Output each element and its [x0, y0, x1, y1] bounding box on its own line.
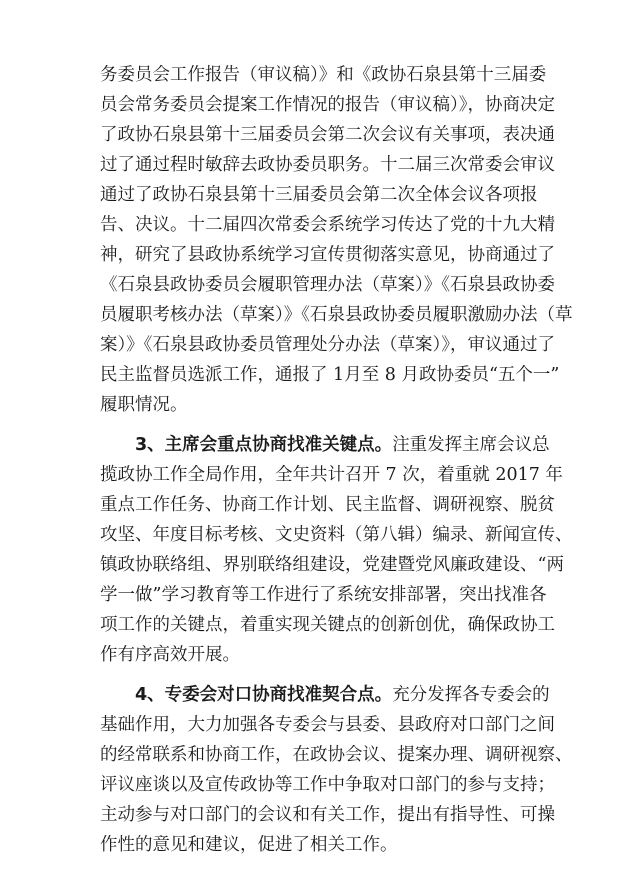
text-line: 告、决议。十二届四次常委会系统学习传达了党的十九大精 — [100, 215, 555, 235]
paragraph-1 — [100, 60, 573, 420]
text-line: 了政协石泉县第十三届委员会第二次会议有关事项，表决通 — [100, 125, 555, 145]
text-line: 重点工作任务、协商工作计划、民主监督、调研视察、脱贫 — [100, 495, 555, 515]
text-line: 民主监督员选派工作，通报了 1月至 8 月政协委员“五个一” — [100, 365, 560, 385]
text-line: 案）》《石泉县政协委员管理处分办法（草案）》，审议通过了 — [100, 335, 555, 355]
paragraph-first-line — [100, 430, 550, 460]
paragraph-3 — [100, 680, 573, 860]
text-line: 项工作的关键点，着重实现关键点的创新创优，确保政协工 — [100, 615, 555, 635]
paragraph-2 — [100, 430, 573, 670]
heading-line-text: 注重发挥主席会议总 — [392, 435, 550, 455]
heading-line-text: 充分发挥各专委会的 — [392, 685, 550, 705]
document-body — [100, 60, 573, 860]
text-line: 神，研究了县政协系统学习宣传贯彻落实意见，协商通过了 — [100, 245, 555, 265]
text-line: 学一做”学习教育等工作进行了系统安排部署，突出找准各 — [100, 585, 547, 605]
section-heading: 4、专委会对口协商找准契合点。 — [135, 685, 393, 705]
text-line: 履职情况。 — [100, 395, 188, 415]
section-heading: 3、主席会重点协商找准关键点。 — [135, 435, 393, 455]
text-line: 攻坚、年度目标考核、文史资料（第八辑）编录、新闻宣传、 — [100, 525, 573, 545]
text-line: 主动参与对口部门的会议和有关工作，提出有指导性、可操 — [100, 805, 555, 825]
text-line: 作性的意见和建议，促进了相关工作。 — [100, 835, 398, 855]
text-line: 基础作用，大力加强各专委会与县委、县政府对口部门之间 — [100, 715, 555, 735]
text-line: 员会常务委员会提案工作情况的报告（审议稿）》，协商决定 — [100, 95, 555, 115]
text-line: 评议座谈以及宣传政协等工作中争取对口部门的参与支持； — [100, 775, 555, 795]
text-line: 通过了政协石泉县第十三届委员会第二次全体会议各项报 — [100, 185, 538, 205]
paragraph-first-line — [100, 680, 550, 710]
text-line: 务委员会工作报告（审议稿）》和《政协石泉县第十三届委 — [100, 65, 547, 85]
text-line: 作有序高效开展。 — [100, 645, 240, 665]
text-line: 镇政协联络组、界别联络组建设，党建暨党风廉政建设、“两 — [100, 555, 564, 575]
text-line: 《石泉县政协委员会履职管理办法（草案）》《石泉县政协委 — [100, 275, 555, 295]
text-line: 揽政协工作全局作用，全年共计召开 7 次，着重就 2017 年 — [100, 465, 563, 485]
text-line: 过了通过程时敏辞去政协委员职务。十二届三次常委会审议 — [100, 155, 555, 175]
text-line: 员履职考核办法（草案）》《石泉县政协委员履职激励办法（草 — [100, 305, 573, 325]
text-line: 的经常联系和协商工作，在政协会议、提案办理、调研视察、 — [100, 745, 573, 765]
